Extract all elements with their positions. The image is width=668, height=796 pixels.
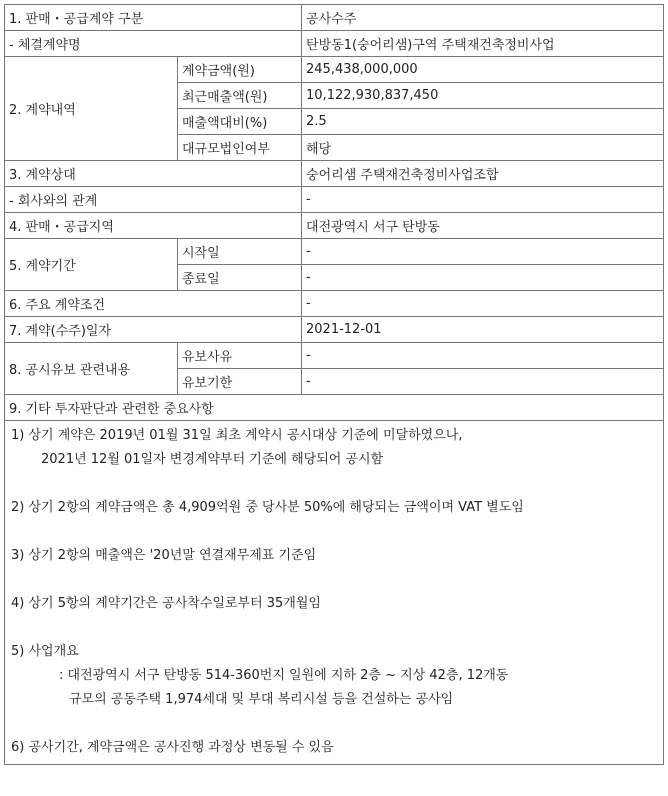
relation-label: - 회사와의 관계 <box>5 187 302 213</box>
recent-sales-value: 10,122,930,837,450 <box>302 83 664 109</box>
row-contract-date <box>5 317 664 343</box>
disclosure-defer-label: 8. 공시유보 관련내용 <box>5 343 178 395</box>
sales-ratio-label: 매출액대비(%) <box>178 109 302 135</box>
note-spacer <box>11 568 659 592</box>
recent-sales-label: 최근매출액(원) <box>178 83 302 109</box>
defer-reason-value: - <box>302 343 664 369</box>
note-1-line-1: 1) 상기 계약은 2019년 01월 31일 최초 계약시 공시대상 기준에 미달하였으나, <box>11 428 463 443</box>
defer-reason-label: 유보사유 <box>178 343 302 369</box>
contract-date-value: 2021-12-01 <box>302 317 664 343</box>
note-spacer <box>11 712 659 736</box>
note-4: 4) 상기 5항의 계약기간은 공사착수일로부터 35개월임 <box>11 596 321 611</box>
row-other-matters <box>5 395 664 421</box>
notes-cell <box>5 421 664 765</box>
row-supply-region <box>5 213 664 239</box>
contract-date-label: 7. 계약(수주)일자 <box>5 317 302 343</box>
note-6: 6) 공사기간, 계약금액은 공사진행 과정상 변동될 수 있음 <box>11 740 334 755</box>
counterparty-label: 3. 계약상대 <box>5 161 302 187</box>
supply-region-label: 4. 판매・공급지역 <box>5 213 302 239</box>
main-terms-label: 6. 주요 계약조건 <box>5 291 302 317</box>
defer-period-value: - <box>302 369 664 395</box>
row-defer-reason <box>5 343 664 369</box>
large-corp-label: 대규모법인여부 <box>178 135 302 161</box>
start-date-value: - <box>302 239 664 265</box>
relation-value: - <box>302 187 664 213</box>
row-contract-type <box>5 5 664 31</box>
note-3: 3) 상기 2항의 매출액은 '20년말 연결재무제표 기준임 <box>11 548 317 563</box>
note-spacer <box>11 616 659 640</box>
row-contract-name <box>5 31 664 57</box>
row-main-terms <box>5 291 664 317</box>
main-terms-value: - <box>302 291 664 317</box>
note-spacer <box>11 520 659 544</box>
contract-type-value: 공사수주 <box>302 5 664 31</box>
contract-amount-label: 계약금액(원) <box>178 57 302 83</box>
contract-name-value: 탄방동1(숭어리샘)구역 주택재건축정비사업 <box>302 31 664 57</box>
supply-region-value: 대전광역시 서구 탄방동 <box>302 213 664 239</box>
contract-period-label: 5. 계약기간 <box>5 239 178 291</box>
other-matters-label: 9. 기타 투자판단과 관련한 중요사항 <box>5 395 664 421</box>
end-date-label: 종료일 <box>178 265 302 291</box>
row-relation <box>5 187 664 213</box>
row-counterparty <box>5 161 664 187</box>
end-date-value: - <box>302 265 664 291</box>
start-date-label: 시작일 <box>178 239 302 265</box>
contract-name-label: - 체결계약명 <box>5 31 302 57</box>
note-5-title: 5) 사업개요 <box>11 644 79 659</box>
counterparty-value: 숭어리샘 주택재건축정비사업조합 <box>302 161 664 187</box>
contract-amount-value: 245,438,000,000 <box>302 57 664 83</box>
note-5-line-2: 규모의 공동주택 1,974세대 및 부대 복리시설 등을 건설하는 공사임 <box>69 692 454 707</box>
note-1-line-2: 2021년 12월 01일자 변경계약부터 기준에 해당되어 공시함 <box>41 452 384 467</box>
note-5-line-1: : 대전광역시 서구 탄방동 514-360번지 일원에 지하 2층 ~ 지상 42층, 12개동 <box>59 668 509 683</box>
disclosure-table <box>4 4 664 765</box>
row-period-start <box>5 239 664 265</box>
row-contract-amount <box>5 57 664 83</box>
note-spacer <box>11 472 659 496</box>
row-notes <box>5 421 664 765</box>
large-corp-value: 해당 <box>302 135 664 161</box>
contract-content-label: 2. 계약내역 <box>5 57 178 161</box>
note-2: 2) 상기 2항의 계약금액은 총 4,909억원 중 당사분 50%에 해당되는 금액이며 VAT 별도임 <box>11 500 524 515</box>
sales-ratio-value: 2.5 <box>302 109 664 135</box>
contract-type-label: 1. 판매・공급계약 구분 <box>5 5 302 31</box>
defer-period-label: 유보기한 <box>178 369 302 395</box>
